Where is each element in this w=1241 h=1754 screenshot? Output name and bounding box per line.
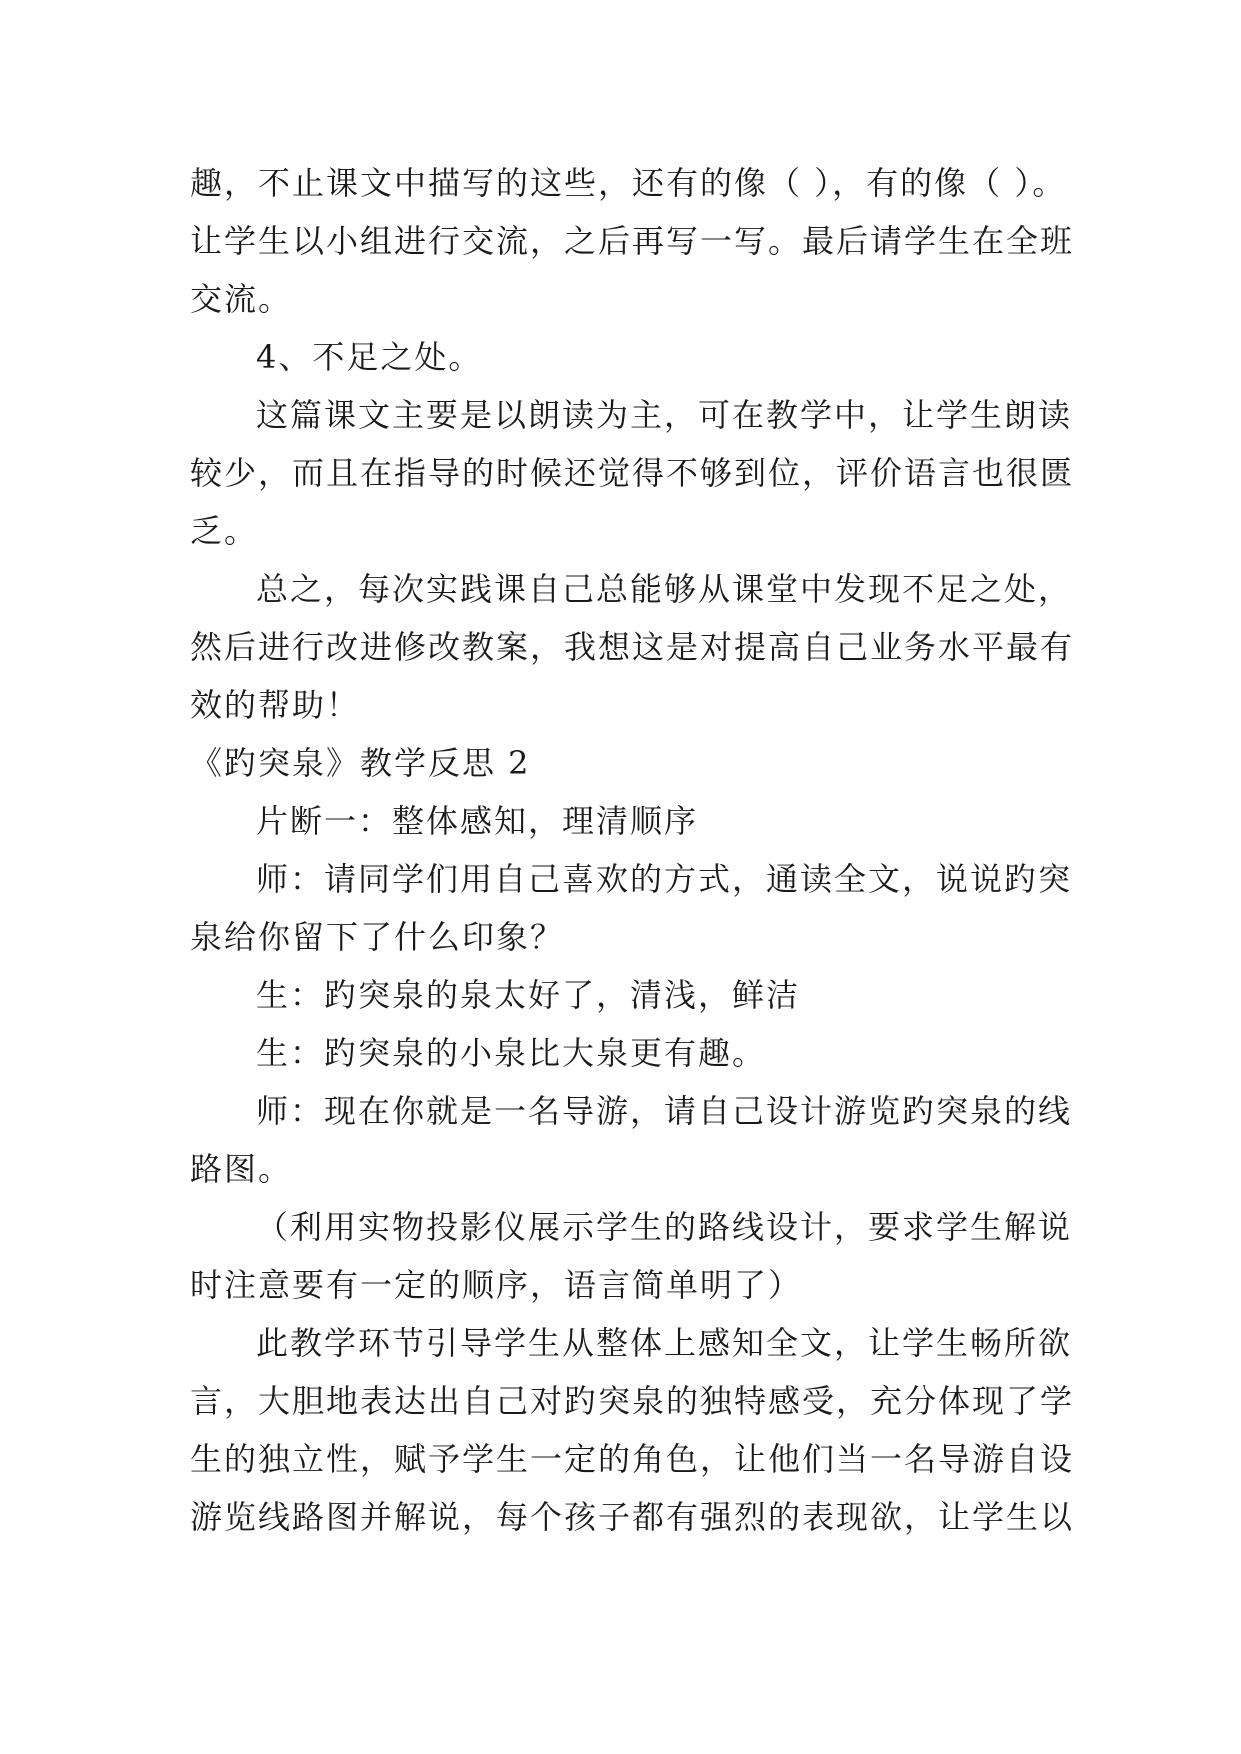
document-body xyxy=(190,154,1075,1546)
text-line: 这篇课文主要是以朗读为主，可在教学中，让学生朗读 xyxy=(256,396,1073,434)
text-line: （利用实物投影仪展示学生的路线设计，要求学生解说 xyxy=(256,1208,1073,1246)
text-line: 效的帮助！ xyxy=(190,686,361,724)
text-line: 师：请同学们用自己喜欢的方式，通读全文，说说趵突 xyxy=(256,860,1073,898)
text-line: 路图。 xyxy=(190,1150,293,1188)
text-line: 泉给你留下了什么印象？ xyxy=(190,918,565,956)
text-line: 言，大胆地表达出自己对趵突泉的独特感受，充分体现了学 xyxy=(190,1382,1075,1420)
text-line: 较少，而且在指导的时候还觉得不够到位，评价语言也很匮 xyxy=(190,454,1075,492)
text-line: 乏。 xyxy=(190,512,259,550)
text-line: 让学生以小组进行交流，之后再写一写。最后请学生在全班 xyxy=(190,222,1075,260)
text-line: 总之，每次实践课自己总能够从课堂中发现不足之处， xyxy=(256,570,1073,608)
text-line: 生的独立性，赋予学生一定的角色，让他们当一名导游自设 xyxy=(190,1440,1075,1478)
text-line: 交流。 xyxy=(190,280,293,318)
text-line: 趣，不止课文中描写的这些，还有的像（ ），有的像（ ）。 xyxy=(190,164,1067,202)
text-line: 此教学环节引导学生从整体上感知全文，让学生畅所欲 xyxy=(256,1324,1073,1362)
text-line: 生：趵突泉的小泉比大泉更有趣。 xyxy=(256,1034,767,1072)
text-line: 《趵突泉》教学反思 2 xyxy=(190,744,531,782)
text-line: 片断一：整体感知，理清顺序 xyxy=(256,802,699,840)
text-line: 生：趵突泉的泉太好了，清浅，鲜洁 xyxy=(256,976,801,1014)
text-line: 师：现在你就是一名导游，请自己设计游览趵突泉的线 xyxy=(256,1092,1073,1130)
text-line: 时注意要有一定的顺序，语言简单明了） xyxy=(190,1266,803,1304)
text-line: 然后进行改进修改教案，我想这是对提高自己业务水平最有 xyxy=(190,628,1075,666)
text-line: 4、不足之处。 xyxy=(256,338,483,376)
text-line: 游览线路图并解说，每个孩子都有强烈的表现欲，让学生以 xyxy=(190,1498,1075,1536)
